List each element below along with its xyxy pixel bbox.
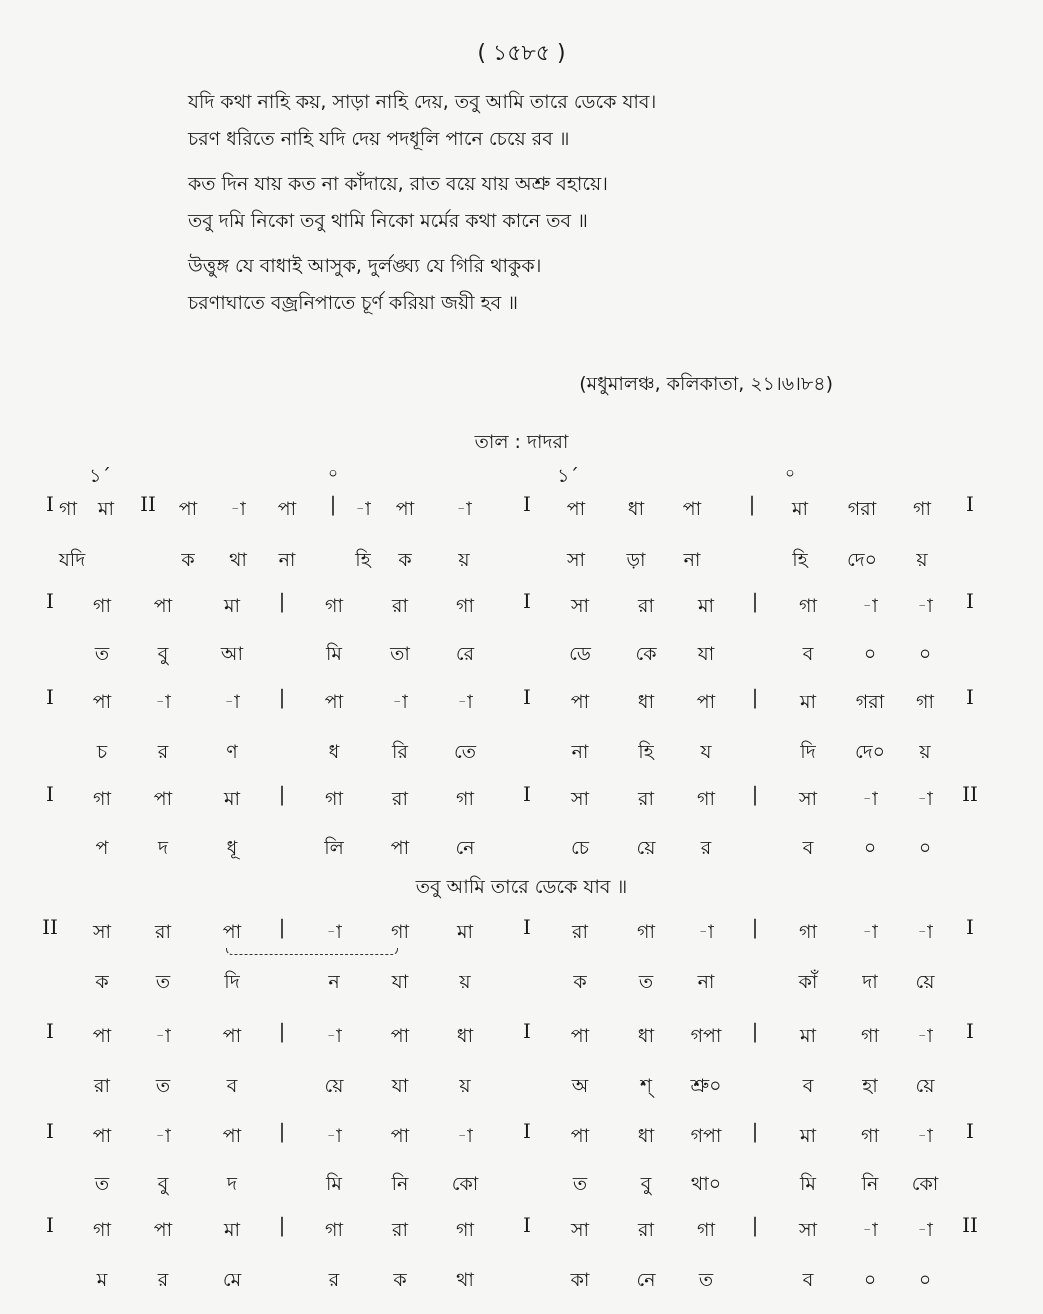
bar-line: I	[523, 782, 531, 806]
poem-line: কত দিন যায় কত না কাঁদায়ে, রাত বয়ে যায় অশ্রু বহায়ে।	[188, 173, 608, 195]
swara-note: গপা	[690, 1125, 722, 1147]
bar-line: |	[278, 589, 286, 613]
swara-note: ধা	[637, 691, 655, 713]
swara-note: পা	[324, 691, 344, 713]
swara-note: -া	[355, 498, 371, 520]
swara-note: পা	[277, 498, 297, 520]
bar-line: |	[329, 492, 337, 516]
bar-line: I	[966, 492, 974, 516]
lyric-syllable: য়	[919, 741, 931, 763]
swara-note: -া	[457, 691, 473, 713]
lyric-syllable: ক	[181, 549, 195, 571]
swara-note: গা	[916, 691, 934, 713]
page-number: ( ১৫৮৫ )	[477, 41, 566, 66]
swara-note: -া	[326, 1025, 342, 1047]
lyric-syllable: য়ে	[915, 971, 935, 993]
swara-note: পা	[696, 691, 716, 713]
swara-note: -া	[862, 788, 878, 810]
bar-line: |	[278, 1019, 286, 1043]
lyric-syllable: ত	[155, 1075, 171, 1097]
swara-note: মা	[223, 788, 241, 810]
bar-line: I	[966, 589, 974, 613]
lyric-syllable: অ	[571, 1075, 589, 1097]
lyric-syllable: ব	[802, 1269, 814, 1291]
swara-note: রা	[638, 1219, 654, 1241]
swara-note: -া	[155, 691, 171, 713]
swara-note: গা	[93, 595, 111, 617]
swara-note: গা	[391, 921, 409, 943]
lyric-syllable: মে	[222, 1269, 242, 1291]
lyric-syllable: যা	[697, 643, 715, 665]
swara-note: রা	[638, 595, 654, 617]
swara-note: ধা	[637, 1125, 655, 1147]
lyric-syllable: হি	[638, 741, 654, 763]
bar-line: I	[46, 1019, 54, 1043]
taal-title: তাল : দাদরা	[474, 431, 569, 453]
lyric-syllable: যদি	[58, 549, 86, 571]
swara-note: পা	[153, 788, 173, 810]
lyric-syllable: য়ে	[915, 1075, 935, 1097]
swara-note: গা	[697, 1219, 715, 1241]
bar-line: I	[966, 1119, 974, 1143]
lyric-syllable: বু	[157, 643, 169, 665]
bar-line: I	[46, 782, 54, 806]
swara-note: গরা	[847, 498, 877, 520]
lyric-syllable: র	[157, 1269, 169, 1291]
swara-note: পা	[222, 1125, 242, 1147]
taal-marker: ০	[785, 464, 795, 482]
swara-note: গা	[637, 921, 655, 943]
lyric-syllable: ন	[328, 971, 340, 993]
swara-note: ধা	[627, 498, 645, 520]
bar-line: |	[751, 915, 759, 939]
swara-note: গা	[861, 1025, 879, 1047]
lyric-syllable: ০	[918, 1269, 932, 1291]
lyric-syllable: য়	[916, 549, 928, 571]
lyric-syllable: য়	[458, 549, 470, 571]
swara-note: পা	[682, 498, 702, 520]
lyric-syllable: কে	[635, 643, 657, 665]
lyric-syllable: য়	[459, 971, 471, 993]
lyric-syllable: মি	[800, 1173, 816, 1195]
swara-note: মা	[223, 1219, 241, 1241]
lyric-syllable: নে	[636, 1269, 656, 1291]
lyric-syllable: থা	[456, 1269, 474, 1291]
lyric-syllable: চ	[96, 741, 108, 763]
lyric-syllable: বু	[640, 1173, 652, 1195]
swara-note: গা	[325, 595, 343, 617]
lyric-syllable: ব	[226, 1075, 238, 1097]
lyric-syllable: প	[95, 837, 109, 859]
swara-note: মা	[97, 498, 115, 520]
swara-note: সা	[798, 1219, 818, 1241]
slur-mark	[226, 948, 398, 955]
lyric-syllable: শ্রু০	[690, 1075, 722, 1097]
bar-line: I	[523, 915, 531, 939]
lyric-syllable: ০	[918, 837, 932, 859]
lyric-syllable: কা	[570, 1269, 590, 1291]
swara-note: পা	[92, 691, 112, 713]
swara-note: -া	[917, 1025, 933, 1047]
swara-note: মা	[223, 595, 241, 617]
bar-line: |	[278, 1119, 286, 1143]
swara-note: মা	[456, 921, 474, 943]
bar-line: |	[751, 782, 759, 806]
bar-line: I	[46, 589, 54, 613]
lyric-syllable: য়ে	[324, 1075, 344, 1097]
swara-note: পা	[92, 1125, 112, 1147]
lyric-syllable: না	[571, 741, 589, 763]
swara-note: রা	[392, 1219, 408, 1241]
poem-line: যদি কথা নাহি কয়, সাড়া নাহি দেয়, তবু আমি তারে ডেকে যাব।	[188, 91, 657, 113]
bar-line: I	[966, 685, 974, 709]
bar-line: I	[46, 1119, 54, 1143]
lyric-syllable: হি	[792, 549, 808, 571]
bar-line: |	[751, 1119, 759, 1143]
lyric-syllable: র	[700, 837, 712, 859]
swara-note: গপা	[690, 1025, 722, 1047]
lyric-syllable: ড়া	[626, 549, 646, 571]
swara-note: -া	[862, 921, 878, 943]
lyric-syllable: ক	[393, 1269, 407, 1291]
bar-line: I	[966, 915, 974, 939]
swara-note: রা	[392, 788, 408, 810]
swara-note: পা	[570, 1025, 590, 1047]
lyric-syllable: ম	[96, 1269, 108, 1291]
swara-note: পা	[390, 1125, 410, 1147]
bar-line: II	[140, 492, 156, 516]
lyric-syllable: তা	[390, 643, 410, 665]
swara-note: -া	[326, 921, 342, 943]
swara-note: -া	[917, 788, 933, 810]
swara-note: গা	[861, 1125, 879, 1147]
swara-note: মা	[791, 498, 809, 520]
swara-note: -া	[917, 1219, 933, 1241]
interlude-line: তবু আমি তারে ডেকে যাব ॥	[415, 876, 628, 898]
bar-line: |	[751, 589, 759, 613]
swara-note: সা	[570, 1219, 590, 1241]
swara-note: গা	[456, 788, 474, 810]
swara-note: গা	[913, 498, 931, 520]
lyric-syllable: কো	[911, 1173, 939, 1195]
swara-note: গা	[59, 498, 77, 520]
lyric-syllable: কো	[451, 1173, 479, 1195]
swara-note: -া	[917, 921, 933, 943]
swara-note: ধা	[456, 1025, 474, 1047]
swara-note: মা	[799, 1025, 817, 1047]
poem-line: চরণ ধরিতে নাহি যদি দেয় পদধূলি পানে চেয়ে রব ॥	[188, 128, 570, 150]
lyric-syllable: শ্	[640, 1075, 652, 1097]
lyric-syllable: দি	[224, 971, 240, 993]
swara-note: পা	[566, 498, 586, 520]
lyric-syllable: আ	[220, 643, 244, 665]
swara-note: -া	[917, 1125, 933, 1147]
lyric-syllable: না	[683, 549, 701, 571]
swara-note: পা	[222, 921, 242, 943]
swara-note: সা	[92, 921, 112, 943]
lyric-syllable: র	[157, 741, 169, 763]
lyric-syllable: ধূ	[226, 837, 238, 859]
swara-note: রা	[392, 595, 408, 617]
swara-note: মা	[799, 1125, 817, 1147]
swara-note: সা	[570, 788, 590, 810]
swara-note: গা	[93, 1219, 111, 1241]
lyric-syllable: ০	[863, 643, 877, 665]
swara-note: পা	[92, 1025, 112, 1047]
swara-note: মা	[697, 595, 715, 617]
lyric-syllable: য	[700, 741, 712, 763]
lyric-syllable: হি	[355, 549, 371, 571]
swara-note: পা	[570, 691, 590, 713]
swara-note: রা	[638, 788, 654, 810]
lyric-syllable: যা	[391, 1075, 409, 1097]
bar-line: I	[523, 685, 531, 709]
swara-note: রা	[155, 921, 171, 943]
lyric-syllable: দে০	[854, 741, 886, 763]
lyric-syllable: রি	[392, 741, 408, 763]
swara-note: -া	[224, 691, 240, 713]
swara-note: -া	[456, 498, 472, 520]
lyric-syllable: যা	[391, 971, 409, 993]
swara-note: সা	[798, 788, 818, 810]
swara-note: -া	[698, 921, 714, 943]
swara-note: গা	[799, 921, 817, 943]
swara-note: গরা	[855, 691, 885, 713]
swara-note: গা	[799, 595, 817, 617]
swara-note: গা	[325, 1219, 343, 1241]
lyric-syllable: য়	[459, 1075, 471, 1097]
swara-note: মা	[799, 691, 817, 713]
bar-line: |	[751, 1213, 759, 1237]
lyric-syllable: মি	[326, 643, 342, 665]
lyric-syllable: ডে	[569, 643, 591, 665]
lyric-syllable: দি	[800, 741, 816, 763]
lyric-syllable: ক	[398, 549, 412, 571]
swara-note: পা	[390, 1025, 410, 1047]
lyric-syllable: য়ে	[636, 837, 656, 859]
bar-line: |	[278, 685, 286, 709]
lyric-syllable: থা০	[690, 1173, 722, 1195]
taal-marker: ১´	[557, 465, 579, 487]
bar-line: I	[523, 1213, 531, 1237]
bar-line: I	[46, 1213, 54, 1237]
bar-line: |	[278, 782, 286, 806]
lyric-syllable: হা	[862, 1075, 878, 1097]
lyric-syllable: চে	[571, 837, 589, 859]
bar-line: |	[751, 685, 759, 709]
lyric-syllable: ত	[94, 1173, 110, 1195]
bar-line: II	[962, 782, 978, 806]
swara-note: গা	[697, 788, 715, 810]
bar-line: |	[278, 1213, 286, 1237]
lyric-syllable: দ	[158, 837, 168, 859]
swara-note: পা	[153, 1219, 173, 1241]
lyric-syllable: নে	[455, 837, 475, 859]
lyric-syllable: ত	[572, 1173, 588, 1195]
swara-note: -া	[326, 1125, 342, 1147]
swara-note: পা	[570, 1125, 590, 1147]
lyric-syllable: দা	[862, 971, 878, 993]
lyric-syllable: দে০	[846, 549, 878, 571]
bar-line: I	[523, 589, 531, 613]
lyric-syllable: ০	[863, 1269, 877, 1291]
swara-note: -া	[155, 1025, 171, 1047]
bar-line: I	[523, 1119, 531, 1143]
bar-line: I	[46, 492, 54, 516]
bar-line: I	[523, 492, 531, 516]
lyric-syllable: কাঁ	[798, 971, 818, 993]
swara-note: পা	[153, 595, 173, 617]
lyric-syllable: ক	[573, 971, 587, 993]
bar-line: I	[523, 1019, 531, 1043]
poem-line: তবু দমি নিকো তবু থামি নিকো মর্মের কথা কানে তব ॥	[188, 210, 588, 232]
lyric-syllable: থা	[229, 549, 247, 571]
swara-note: গা	[325, 788, 343, 810]
swara-note: গা	[456, 595, 474, 617]
lyric-syllable: না	[697, 971, 715, 993]
bar-line: I	[966, 1019, 974, 1043]
swara-note: রা	[572, 921, 588, 943]
lyric-syllable: বু	[157, 1173, 169, 1195]
lyric-syllable: ত	[638, 971, 654, 993]
swara-note: -া	[862, 595, 878, 617]
poem-line: চরণাঘাতে বজ্রনিপাতে চূর্ণ করিয়া জয়ী হব ॥	[188, 292, 518, 314]
swara-note: পা	[178, 498, 198, 520]
lyric-syllable: ০	[863, 837, 877, 859]
lyric-syllable: রা	[94, 1075, 110, 1097]
swara-note: গা	[93, 788, 111, 810]
lyric-syllable: সা	[566, 549, 586, 571]
swara-note: -া	[230, 498, 246, 520]
lyric-syllable: পা	[390, 837, 410, 859]
lyric-syllable: রে	[455, 643, 475, 665]
lyric-syllable: ক	[95, 971, 109, 993]
lyric-syllable: ত	[155, 971, 171, 993]
swara-note: পা	[395, 498, 415, 520]
bar-line: |	[751, 1019, 759, 1043]
lyric-syllable: নি	[391, 1173, 409, 1195]
lyric-syllable: ব	[802, 837, 814, 859]
swara-note: -া	[155, 1125, 171, 1147]
taal-marker: ১´	[89, 465, 111, 487]
lyric-syllable: নি	[861, 1173, 879, 1195]
bar-line: II	[962, 1213, 978, 1237]
bar-line: |	[748, 492, 756, 516]
lyric-syllable: র	[328, 1269, 340, 1291]
lyric-syllable: ধ	[328, 741, 340, 763]
bar-line: II	[42, 915, 58, 939]
swara-note: ধা	[637, 1025, 655, 1047]
swara-note: পা	[222, 1025, 242, 1047]
lyric-syllable: তে	[454, 741, 476, 763]
lyric-syllable: ০	[918, 643, 932, 665]
lyric-syllable: ব	[802, 643, 814, 665]
lyric-syllable: ত	[698, 1269, 714, 1291]
lyric-syllable: ত	[94, 643, 110, 665]
swara-note: -া	[862, 1219, 878, 1241]
lyric-syllable: মি	[326, 1173, 342, 1195]
source-citation: (মধুমালঞ্চ, কলিকাতা, ২১।৬।৮৪)	[579, 373, 833, 395]
swara-note: গা	[456, 1219, 474, 1241]
swara-note: -া	[392, 691, 408, 713]
lyric-syllable: ণ	[226, 741, 238, 763]
bar-line: |	[278, 915, 286, 939]
swara-note: -া	[457, 1125, 473, 1147]
taal-marker: ০	[328, 464, 338, 482]
lyric-syllable: ব	[802, 1075, 814, 1097]
lyric-syllable: না	[278, 549, 296, 571]
swara-note: -া	[917, 595, 933, 617]
lyric-syllable: লি	[324, 837, 344, 859]
bar-line: I	[46, 685, 54, 709]
poem-line: উত্তুঙ্গ যে বাধাই আসুক, দুর্লঙ্ঘ্য যে গিরি থাকুক।	[188, 255, 542, 277]
lyric-syllable: দ	[227, 1173, 237, 1195]
swara-note: সা	[570, 595, 590, 617]
